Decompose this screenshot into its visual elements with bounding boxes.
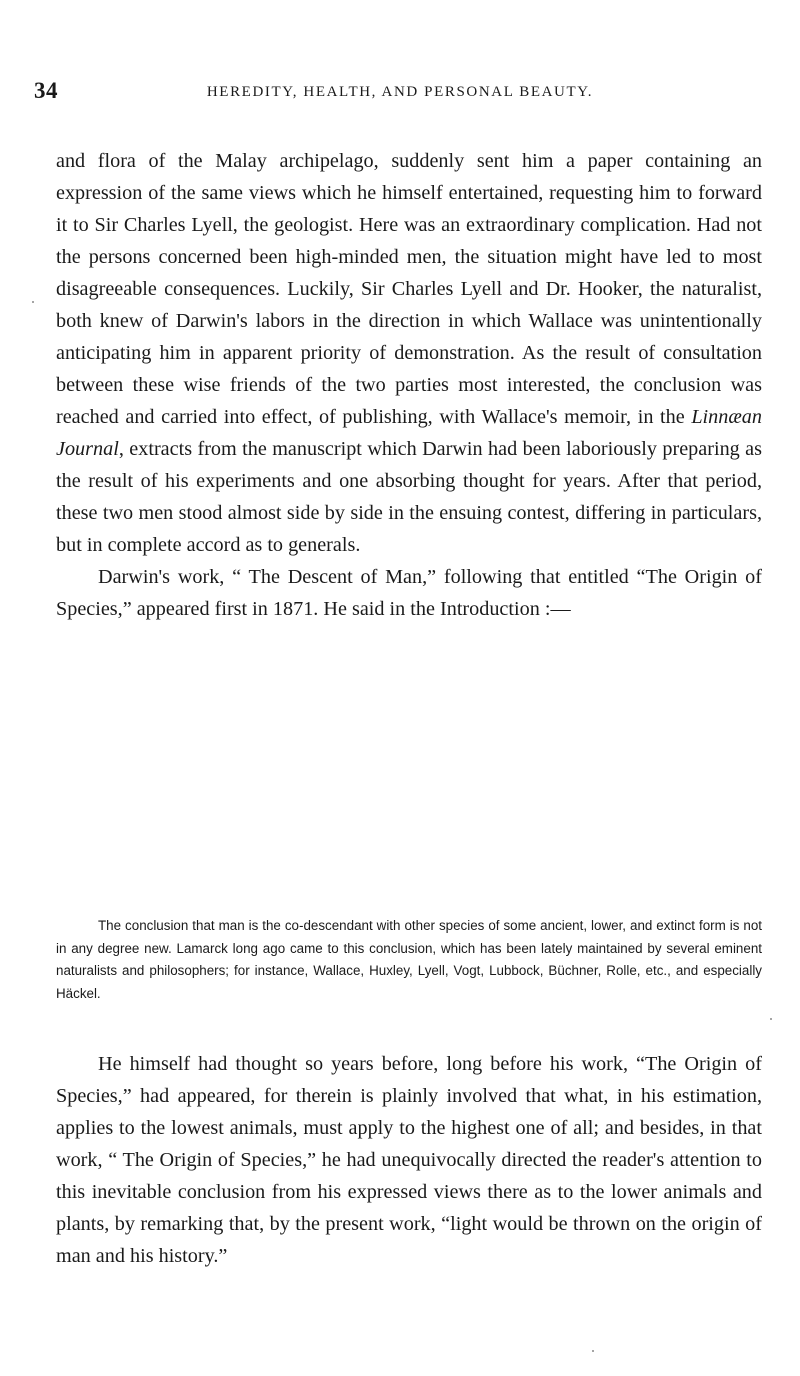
scan-speck <box>32 301 34 303</box>
paragraph-1-text-a: and flora of the Malay archipelago, suddenly sent him a paper containing an expression of the same views which he himself entertained, requesting him to forward it to Sir Charles Lyell, the geologist. Here was an extraordinary complication. Had not the persons concerned been high-minded men, the situation might have led to most disagreeable consequences. Luckily, Sir Charles Lyell and Dr. Hooker, the naturalist, both knew of Darwin's labors in the direction in which Wallace was unintentionally anticipating him in apparent priority of demonstration. As the result of consultation between these wise friends of the two parties most interested, the conclusion was reached and carried into effect, of publishing, with Wallace's memoir, in the <box>56 150 762 428</box>
main-text <box>56 145 762 625</box>
block-quote: The conclusion that man is the co-descendant with other species of some ancient, lower, and extinct form is not in any degree new. Lamarck long ago came to this conclusion, which has been lately maintained by several eminent naturalists and philosophers; for instance, Wallace, Huxley, Lyell, Vogt, Lubbock, Büchner, Rolle, etc., and especially Häckel. <box>56 918 762 1001</box>
journal-title: Linnæan Journal <box>56 406 762 460</box>
running-head: HEREDITY, HEALTH, AND PERSONAL BEAUTY. <box>206 84 594 100</box>
paragraph-3: He himself had thought so years before, long before his work, “The Origin of Species,” had appeared, for therein is plainly involved that what, in his estimation, applies to the lowest animals, must apply to the highest one of all; and besides, in that work, “ The Origin of Species,” he had unequivocally directed the reader's attention to this inevitable conclusion from his expressed views there as to the lower animals and plants, by remarking that, by the present work, “light would be thrown on the origin of man and his history.” <box>56 1053 762 1267</box>
paragraph-2: Darwin's work, “ The Descent of Man,” following that entitled “The Origin of Species,” appeared first in 1871. He said in the Introduction :— <box>56 566 762 620</box>
page-header <box>0 78 800 108</box>
scan-speck <box>592 1350 594 1352</box>
paragraph-1-text-b: , extracts from the manuscript which Darwin had been laboriously preparing as the result of his experiments and one absorbing thought for years. After that period, these two men stood almost side by side in the ensuing contest, differing in particulars, but in complete accord as to generals. <box>56 438 762 556</box>
scan-speck <box>770 1018 772 1020</box>
paragraph-1 <box>56 145 762 561</box>
main-text-continued <box>56 1048 762 1272</box>
page-number: 34 <box>34 78 58 103</box>
